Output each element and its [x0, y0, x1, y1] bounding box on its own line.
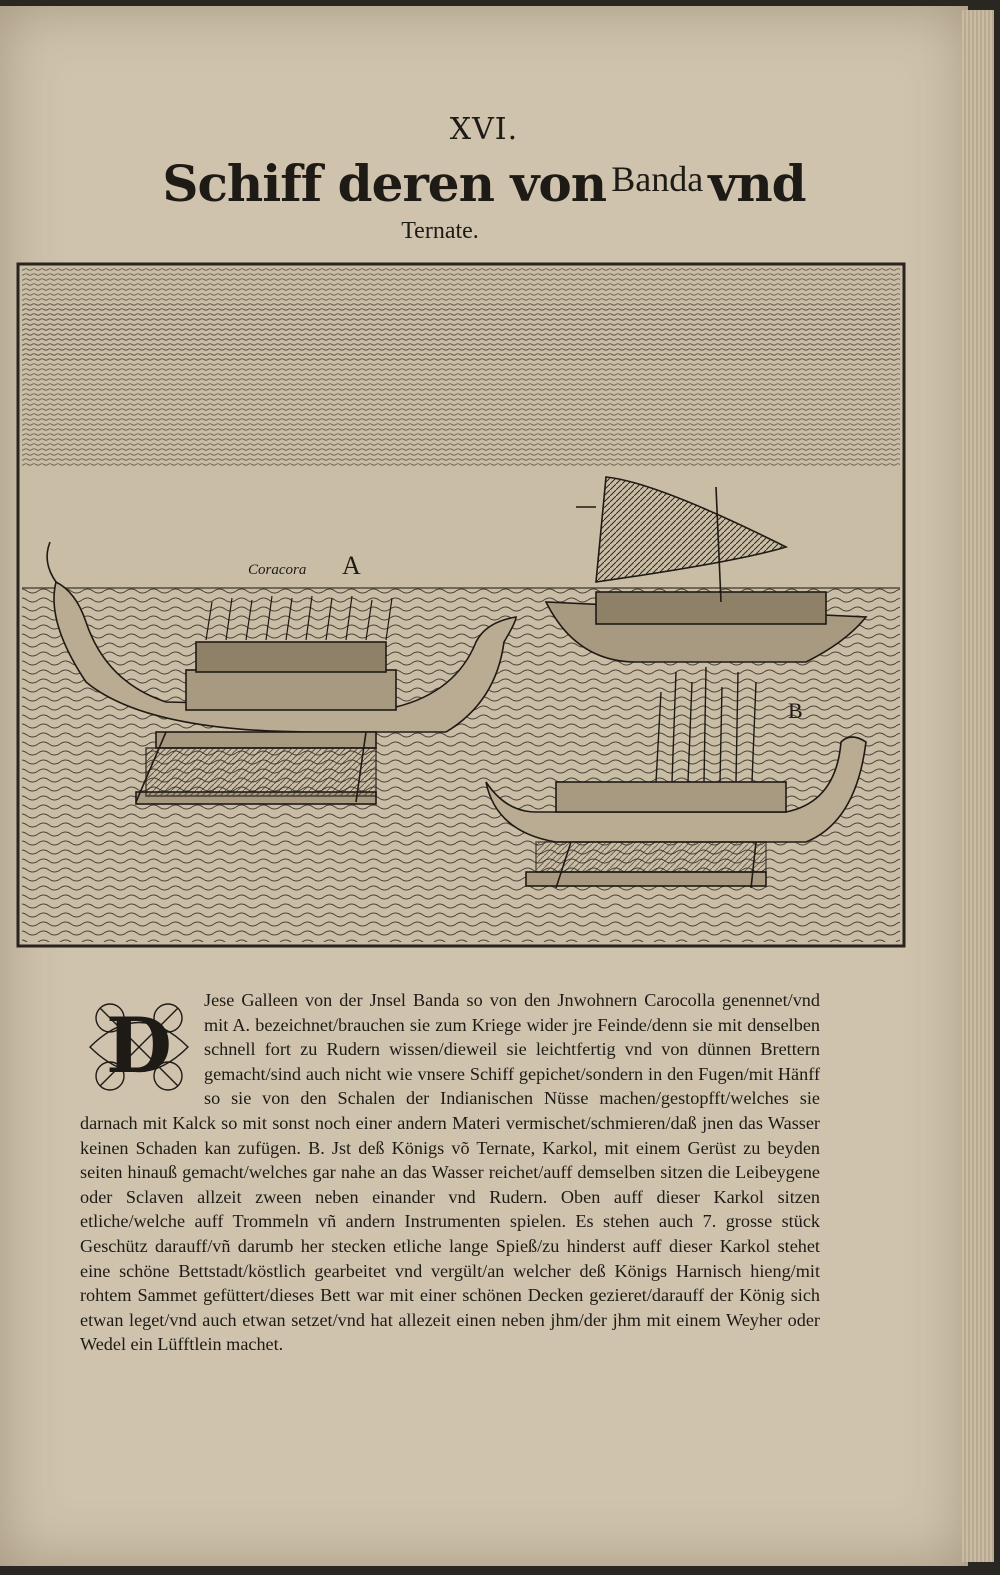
body-paragraph: Jese Galleen von der Jnsel Banda so von den Jnwohnern Carocolla genennet/vnd mit A. bezeichnet/brauchen sie zum Kriege wider jre Feinde/denn sie mit denselben schnell fort zu Rudern wissen/dieweil sie leichtfertig vnd von dünnen Brettern gemacht/sind auch nicht wie vnsere Schiff gepichet/sondern in den Fugen/mit Hänff so sie von den Schalen der Indianischen Nüsse machen/gestopfft/welches sie darnach mit Kalck so mit sonst noch einer andern Materi vermischet/schmieren/daß jnen das Wasser keinen Schaden kan zufügen. B. Jst deß Königs võ Ternate, Karkol, mit einem Gerüst zu beyden seiten hinauß gemacht/welches gar nahe an das Wasser reichet/auff demselben sitzen die Leibeygene oder Sclaven allzeit zween neben einander vnd Rudern. Oben auff dieser Karkol sitzen etliche/welche auff Trommeln vñ andern Instrumenten spielen. Es stehen auch 7. grosse stück Geschütz darauff/vñ darumb her stecken etliche lange Spieß/zu hinderst auff dieser Karkol stehet eine schöne Bettstadt/köstlich gearbeitet vnd vergült/an welcher deß Königs Harnisch hieng/mit rohtem Sammet gefüttert/dieses Bett war mit einer schönen Decken gezieret/darauff der König sich etwan leget/vnd auch etwan setzet/vnd hat allezeit einen neben jhm/der jhm mit einem Weyher oder Wedel ein Lüfftlein machet.	[80, 990, 820, 1355]
drop-cap-letter: D	[106, 1001, 172, 1090]
page-number: XVI.	[449, 112, 519, 147]
page-title	[0, 154, 968, 213]
page-edges	[962, 10, 994, 1562]
book-page	[0, 6, 968, 1566]
engraving-plate	[16, 262, 906, 948]
title-roman: Banda	[611, 159, 704, 199]
page-subtitle: Ternate.	[401, 218, 479, 244]
label-b: B	[788, 698, 803, 723]
title-gothic: Schiff deren von	[162, 154, 607, 213]
decorative-initial	[80, 988, 198, 1106]
label-coracora: Coracora	[248, 562, 307, 578]
title-gothic-end: vnd	[708, 154, 806, 213]
sky	[22, 268, 900, 468]
body-text	[80, 988, 820, 1357]
label-a: A	[342, 551, 361, 580]
